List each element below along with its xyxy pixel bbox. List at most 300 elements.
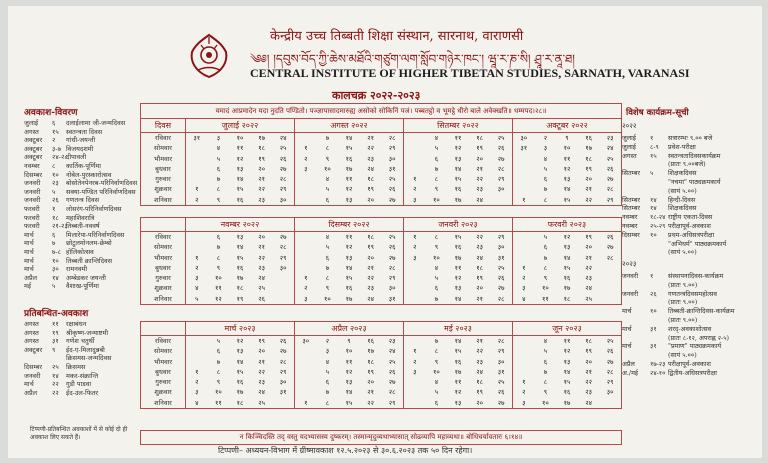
date-cell: १८ [476,263,483,272]
date-cell [295,232,317,242]
day-name: शनिवार [154,195,172,204]
month-dates [403,133,512,143]
date-cell: ७ [216,175,221,184]
date-cell: १८ [476,134,483,142]
date-cell: १७ [367,347,374,356]
date-cell: ६ [325,378,330,387]
date-cell: १७ [454,195,462,204]
date-cell: ३ [413,253,417,262]
event-row: "अभिधर्म" पाठ्यक्रमकार्य [668,239,727,248]
day-name: रविवार [155,134,171,142]
month-header: जून २०२३ [512,322,621,335]
event-row: मार्च ३१ "प्रमाण" पाठ्यक्रमकार्य [622,342,722,351]
holiday-row: फरवरी २१-२३ तिब्बती-नववर्ष [24,222,100,231]
date-cell: ७ [543,367,548,376]
date-cell: २८ [497,164,505,173]
date-cell: ४ [195,284,199,293]
event-row: मार्च ३१ शरद्-अवकाशोत्सव [622,324,712,333]
month-dates [294,133,403,143]
date-cell: ५ [543,164,548,173]
date-cell: १२ [454,144,462,153]
calendar-week-row [141,263,621,273]
date-cell: २५ [258,284,265,293]
day-name: शुक्रवार [154,284,172,293]
date-cell: ३ [522,284,526,293]
event-row: अप्रैल १७-२३ परीक्षापूर्व-अवकाश [622,359,711,368]
date-cell [404,387,426,397]
month-dates [185,273,294,283]
date-cell: ४ [543,337,548,345]
month-header: अक्टूबर २०२२ [512,119,621,132]
date-cell: १ [304,274,308,283]
date-cell: ९ [325,154,330,163]
calendar-block [140,321,622,409]
date-cell: ८ [543,195,548,204]
date-cell: १३ [563,175,571,184]
day-name: शुक्रवार [154,185,172,194]
month-dates [512,184,621,194]
event-row: अगस्त १५ स्वतन्त्रतादिवसकार्यक्रम [622,151,721,160]
calendar-week-row [141,195,621,205]
month-header: अगस्त २०२२ [294,119,403,132]
date-cell: २४ [476,253,483,262]
date-cell: २४ [476,195,483,204]
holiday-row: अप्रैल १४ अम्बेडकर जयन्ती [24,273,106,282]
date-cell: १२ [454,388,462,397]
date-cell: ६ [434,154,439,163]
date-cell [186,242,208,252]
date-cell: २६ [258,294,265,303]
month-dates [294,263,403,273]
bottom-verse: न किञ्चिदस्ति तद् वस्तु यदभ्यासस्य दुष्करम्। तस्मान्मृदुव्यथाभ्यासात् सोढव्यापि महाव्यथा॥ बोधिचर्यावतारः ६।१४॥ [140,430,622,445]
date-cell [186,336,208,346]
month-dates [185,294,294,304]
date-cell: २७ [388,195,396,204]
holiday-row: अक्टूबर ३-७ विजयदशमी [24,144,94,153]
month-dates [403,398,512,408]
calendar-header-row [141,119,621,133]
date-cell: १५ [454,175,462,184]
date-cell: १३ [236,164,244,173]
date-cell: १७ [454,367,462,376]
date-cell: २८ [279,243,287,252]
date-cell: २० [258,164,265,173]
month-dates [294,174,403,184]
date-cell: २८ [388,134,396,142]
month-dates [294,387,403,397]
day-name: भौमवार [153,357,173,366]
event-row: (प्रातः ९.००) [668,280,698,289]
month-dates [294,367,403,377]
holiday-row: अक्टूबर २४-२८ दीपावली [24,153,87,162]
month-dates [403,387,512,397]
date-cell: २ [413,185,417,194]
date-cell: ५ [216,154,221,163]
date-cell: १८ [563,294,571,303]
date-cell: २६ [497,388,505,397]
date-cell: १४ [563,185,571,194]
date-cell: १९ [585,164,592,173]
month-dates [185,398,294,408]
date-cell: ९ [216,263,221,272]
month-dates [294,273,403,283]
date-cell [404,336,426,346]
date-cell: १ [522,378,526,387]
date-cell: २२ [367,398,374,407]
date-cell: २४ [585,398,592,407]
date-cell: ४ [325,175,330,184]
month-dates [294,232,403,242]
date-cell [404,283,426,293]
month-dates [294,346,403,356]
date-cell: १६ [454,357,462,366]
date-cell: १६ [454,243,462,252]
day-name: शुक्रवार [154,388,172,397]
month-dates [294,195,403,205]
date-cell: ४ [522,294,526,303]
month-dates [185,263,294,273]
date-cell: २१ [585,253,592,262]
event-row: दिसम्बर १० प्रथम-अधिसत्रपरीक्षा [622,230,715,239]
date-cell: २९ [279,253,287,262]
date-cell: ६ [543,357,548,366]
calendar-week-row [141,294,621,304]
holiday-row: नवम्बर ८ कार्तिक-पूर्णिमा [24,161,101,170]
events-year-2023: २०२३ [622,260,637,268]
optional-holidays-title: प्रतिबन्धित-अवकाश [24,309,89,319]
date-cell [186,154,208,164]
date-cell: १५ [563,378,571,387]
date-cell: १४ [345,134,353,142]
date-cell [404,143,426,153]
date-cell: १२ [215,294,222,303]
month-dates [294,294,403,304]
date-cell [513,346,535,356]
date-cell: १५ [454,233,462,241]
date-cell: ९ [347,337,351,345]
date-cell: १३ [236,233,244,241]
date-cell: २६ [606,164,614,173]
date-cell: २६ [497,144,505,153]
event-row: "नचमा" पाठ्यक्रमकार्य [668,177,721,186]
date-cell: २ [195,378,199,387]
holiday-row: मार्च ६ मिलारेपा-परिनिर्वाणदिवस [24,230,125,239]
month-dates [294,283,403,293]
date-cell [513,242,535,252]
holiday-note: टिप्पणी-प्रतिबन्धित अवकाशों में से कोई दो ही अवकाश लिए सकते हैं। [30,426,128,441]
date-cell: ११ [236,144,244,153]
date-cell: ४ [434,134,439,142]
date-cell: २७ [497,398,505,407]
month-dates [512,294,621,304]
optional-holiday-row: अगस्त ११ रक्षाबंधन [24,320,87,328]
date-cell: १९ [476,144,483,153]
date-cell: २४ [476,367,483,376]
calendar-block [140,217,622,305]
holiday-row: मई ५ वैशाख-पूर्णिमा [24,282,99,291]
month-header: दिसम्बर २०२२ [294,218,403,231]
calendar-week-row [141,357,621,367]
date-cell: ३ [195,274,199,283]
date-cell: ३ [522,398,526,407]
date-cell [404,273,426,283]
month-dates [403,336,512,346]
month-dates [403,263,512,273]
date-cell: २३ [585,388,592,397]
event-row: सितम्बर ५ शिक्षकदिवस [622,169,697,178]
month-dates [185,253,294,263]
date-cell: १० [345,347,353,356]
date-cell [295,253,317,263]
month-dates [185,387,294,397]
date-cell: ७ [325,388,330,397]
month-dates [403,164,512,174]
date-cell: २३ [606,134,614,142]
date-cell [490,195,512,205]
event-row: (सायं ५.००) [668,248,697,257]
date-cell: २० [476,154,483,163]
institute-emblem-icon [186,32,232,80]
calendar-week-row [141,184,621,194]
date-cell: २८ [388,388,396,397]
calendar-week-row [141,143,621,153]
date-cell [295,195,317,205]
date-cell: ११ [215,398,222,407]
day-name: बुधवार [155,367,171,376]
date-cell: २३ [476,243,483,252]
month-dates [294,184,403,194]
calendar-week-row [141,253,621,263]
calendar-week-row [141,273,621,283]
event-row: जनवरी २६ गणतन्त्रदिवसमहोत्सव [622,289,717,298]
date-cell: ४ [434,378,439,387]
date-cell: २९ [388,274,396,283]
date-cell: १७ [345,294,353,303]
date-cell: २२ [367,274,374,283]
date-cell: २८ [606,367,614,376]
date-cell: १० [236,134,244,142]
month-dates [403,143,512,153]
date-cell [404,154,426,164]
date-cell: ११ [215,284,222,293]
event-row: जनवरी १ संस्थापनादिवस-कार्यक्रम [622,272,724,280]
date-cell: २४ [367,294,374,303]
date-cell: ४ [434,263,439,272]
date-cell: १७ [258,134,265,142]
date-cell [272,283,294,293]
date-cell: १० [563,144,571,153]
date-cell: २२ [585,378,592,387]
date-cell: ४ [195,398,199,407]
date-cell: २१ [258,243,265,252]
date-cell: २८ [279,357,287,366]
date-cell: ३ [195,388,199,397]
month-dates [185,174,294,184]
date-cell [272,273,294,283]
date-cell: ५ [434,274,439,283]
month-dates [512,367,621,377]
date-cell: ९ [216,195,221,204]
date-cell: १ [413,233,417,241]
month-dates [185,377,294,387]
date-cell: १४ [454,294,462,303]
date-cell: १४ [345,263,353,272]
day-name: शनिवार [154,294,172,303]
day-name: गुरुवार [155,175,171,184]
date-cell: १० [542,398,549,407]
date-cell: ३१ [279,388,287,397]
date-cell: २५ [497,378,505,387]
optional-holiday-row: अक्टूबर ९ ईद-ए-मिलादुन्नबी [24,345,105,354]
optional-holiday-row: अगस्त १९ श्रीकृष्ण-जन्माष्टमी [24,328,109,337]
date-cell: २२ [258,253,265,262]
month-dates [185,242,294,252]
date-cell: १५ [236,253,244,262]
calendar-week-row [141,336,621,346]
date-cell: ६ [325,195,330,204]
day-name: गुरुवार [155,274,171,283]
date-cell: ११ [345,233,353,241]
date-cell: ७ [216,357,221,366]
day-name: सोमवार [154,243,172,252]
date-cell: १ [304,144,308,153]
date-cell: २८ [497,294,505,303]
date-cell: १ [413,175,417,184]
holiday-row: अक्टूबर २ गांधी-जयन्ती [24,136,96,145]
date-cell: २६ [606,233,614,241]
date-cell: ६ [434,284,439,293]
date-cell [404,398,426,408]
month-dates [185,133,294,143]
date-cell: १३ [345,253,353,262]
date-cell: २२ [585,263,592,272]
date-cell: ८ [325,398,330,407]
month-dates [185,184,294,194]
date-cell: २५ [388,357,396,366]
date-cell: १० [542,284,549,293]
date-cell [599,398,621,408]
date-cell: १६ [563,388,571,397]
date-cell: १४ [563,253,571,262]
date-cell: २८ [606,185,614,194]
date-cell [295,346,317,356]
date-cell: ७ [434,294,439,303]
date-cell: ३० [497,243,505,252]
calendar-week-row [141,164,621,174]
institute-name-english: CENTRAL INSTITUTE OF HIGHER TIBETAN STUDIES, SARNATH, VARANASI [250,66,690,80]
event-row: (सायं ५.००) [668,351,697,360]
holiday-row: फरवरी १८ महाशिवरात्रि [24,213,95,222]
holiday-row: जनवरी २३ बोसोतेनपेनरब-परिनिर्वाणदिवस [24,179,138,188]
date-cell: ७ [434,164,439,173]
calendar-week-row [141,283,621,293]
calendar-header-row [141,322,621,336]
date-cell: २० [476,398,483,407]
date-cell: १० [324,294,331,303]
date-cell: २१ [476,164,483,173]
date-cell: ११ [454,134,462,142]
date-cell: २९ [388,144,396,153]
day-name: शनिवार [154,398,172,407]
month-header: मई २०२३ [403,322,512,335]
date-cell: २१ [367,263,374,272]
holiday-row: जुलाई ६ दलाईलामा जी-जन्मदिवस [24,119,126,127]
date-cell: २१ [476,337,483,345]
date-cell: ७ [543,185,548,194]
date-cell: १४ [345,388,353,397]
day-name: बुधवार [155,263,171,272]
date-cell: ९ [434,357,439,366]
date-cell: २६ [279,337,287,345]
month-dates [512,133,621,143]
date-cell [295,174,317,184]
date-cell: ७ [543,253,548,262]
calendar-week-row [141,232,621,242]
date-cell: ११ [345,357,353,366]
date-cell: १३ [454,154,462,163]
date-cell: १० [433,367,440,376]
date-cell: २२ [367,144,374,153]
date-cell [513,154,535,164]
events-list-2022 [622,134,726,257]
date-cell [295,367,317,377]
holiday-row: जनवरी ५ सक्या-पण्डित परिनिर्वाणदिवस [24,187,136,196]
date-cell: २४ [606,144,614,153]
date-cell: १९ [476,388,483,397]
month-dates [185,195,294,205]
date-cell: २९ [279,367,287,376]
month-dates [403,357,512,367]
calendar-week-row [141,398,621,408]
date-cell: २४ [279,134,287,142]
date-cell: २७ [388,253,396,262]
month-dates [185,336,294,346]
date-cell [404,164,426,174]
date-cell: ११ [454,378,462,387]
date-cell: १९ [258,337,265,345]
date-cell: ६ [325,253,330,262]
date-cell [599,294,621,304]
date-cell: ३ [325,347,330,356]
date-cell: १० [215,388,222,397]
date-cell: ५ [325,367,330,376]
date-cell: ८ [543,378,548,387]
date-cell: २९ [388,398,396,407]
date-cell: २५ [388,233,396,241]
date-cell: १६ [585,134,592,142]
date-cell: १० [215,274,222,283]
date-cell: २ [304,284,308,293]
date-cell: १७ [345,164,353,173]
date-cell: २४ [388,347,396,356]
date-cell: १८ [258,144,265,153]
date-cell: २९ [606,195,614,204]
event-row: नवम्बर २५-२९ परीक्षापूर्व-अवकाश [622,221,711,230]
date-cell: १५ [454,347,462,356]
date-cell: १२ [236,337,244,345]
optional-holiday-row: अगस्त ३१ गणेश चतुर्थी [24,337,95,346]
date-cell: १९ [258,154,265,163]
date-cell: ६ [216,233,221,241]
date-cell: १४ [236,243,244,252]
date-cell: २० [476,284,483,293]
optional-holiday-row: क्रिसमस-जन्मदिवस [66,354,112,363]
date-cell: १३ [563,357,571,366]
date-cell: ९ [543,274,548,283]
date-cell: १९ [367,243,374,252]
date-cell: ४ [325,357,330,366]
optional-holidays-list [24,320,111,397]
